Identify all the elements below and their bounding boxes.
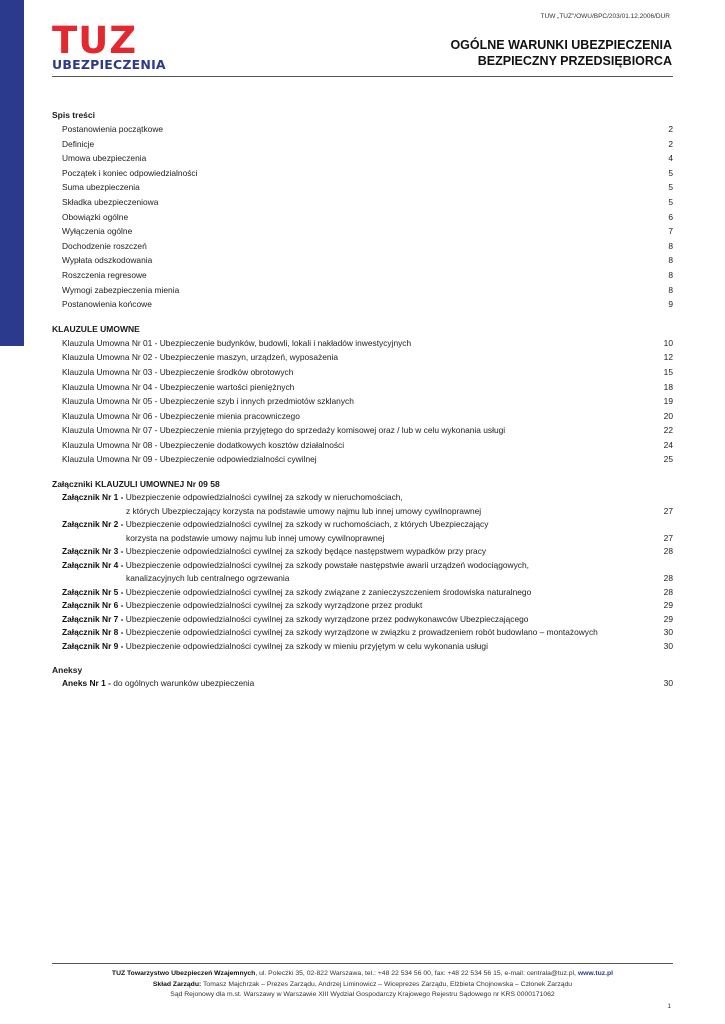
section-gap xyxy=(52,312,673,322)
appendix-entry[interactable] xyxy=(52,518,673,545)
appendix-entry-lead: Załącznik Nr 2 - xyxy=(62,519,124,530)
appendix-entry-text: Ubezpieczenie odpowiedzialności cywilnej za szkody wyrządzone w związku z prowadzeniem robót budowlano – montażowych xyxy=(125,627,598,638)
appendix-entry-continuation: z których Ubezpieczający korzysta na podstawie umowy najmu lub innej umowy cywilnoprawnej xyxy=(126,505,482,516)
side-accent-bar xyxy=(0,0,24,346)
toc-entry-page: 8 xyxy=(668,284,673,295)
clauses-section-title: KLAUZULE UMOWNE xyxy=(52,323,140,334)
appendix-entry-page: 27 xyxy=(663,532,673,543)
toc-entry-page: 18 xyxy=(663,381,673,392)
toc-entry[interactable] xyxy=(52,239,673,254)
toc-entry[interactable] xyxy=(52,137,673,152)
appendix-entry-line xyxy=(62,559,653,573)
document-code: TUW „TUZ"/OWU/BPC/203/01.12.2006/DUR xyxy=(540,13,670,20)
toc-entry-page: 15 xyxy=(663,366,673,377)
appendix-entry-text: Ubezpieczenie odpowiedzialności cywilnej za szkody będące następstwem wypadków przy pracy xyxy=(125,546,487,557)
toc-entry[interactable] xyxy=(52,336,673,351)
appendix-entry-continuation: kanalizacyjnych lub centralnego ogrzewania xyxy=(126,573,290,584)
toc-entry[interactable] xyxy=(52,409,673,424)
header-divider xyxy=(52,76,673,77)
toc-entry-page: 25 xyxy=(663,454,673,465)
toc-entry-page: 6 xyxy=(668,211,673,222)
appendix-entry-continuation: korzysta na podstawie umowy najmu lub innej umowy cywilnoprawnej xyxy=(126,532,385,543)
toc-entry[interactable] xyxy=(52,283,673,298)
appendix-entry-page: 28 xyxy=(663,586,673,597)
toc-entry-page: 5 xyxy=(668,182,673,193)
appendix-entry-page: 30 xyxy=(663,678,673,689)
appendix-entry-text: Ubezpieczenie odpowiedzialności cywilnej za szkody związane z zanieczyszczeniem środowiska naturalnego xyxy=(125,586,532,597)
toc-entry-label: Wymogi zabezpieczenia mienia xyxy=(62,284,180,295)
appendix-entry-lead: Załącznik Nr 8 - xyxy=(62,627,124,638)
page-footer xyxy=(52,969,673,1001)
appendix-entry-lead: Załącznik Nr 4 - xyxy=(62,559,124,570)
appendices-section-title: Załączniki KLAUZULI UMOWNEJ Nr 09 58 xyxy=(52,479,220,490)
appendix-entry[interactable] xyxy=(52,586,673,600)
appendix-entry-line xyxy=(62,586,653,600)
toc-entry[interactable] xyxy=(52,452,673,467)
footer-board-members: Tomasz Majchrzak – Prezes Zarządu, Andrzej Liminowicz – Wiceprezes Zarządu, Elżbieta Chojnowska – Członek Zarządu xyxy=(201,980,573,988)
appendix-entry-lead: Załącznik Nr 1 - xyxy=(62,492,124,503)
footer-website-link[interactable]: www.tuz.pl xyxy=(577,970,614,977)
toc-entry-label: Klauzula Umowna Nr 03 - Ubezpieczenie środków obrotowych xyxy=(62,366,294,377)
toc-entry-page: 4 xyxy=(668,153,673,164)
toc-entry-page: 8 xyxy=(668,269,673,280)
toc-section-title: Spis treści xyxy=(52,110,95,120)
clauses-list xyxy=(52,336,673,467)
logo-main-text: TUZ xyxy=(52,19,138,62)
toc-list xyxy=(52,122,673,312)
toc-entry-label: Klauzula Umowna Nr 04 - Ubezpieczenie wartości pieniężnych xyxy=(62,381,295,392)
toc-entry[interactable] xyxy=(52,380,673,395)
toc-entry-page: 5 xyxy=(668,167,673,178)
footer-line-court: Sąd Rejonowy dla m.st. Warszawy w Warszawie XIII Wydział Gospodarczy Krajowego Rejestru Sądowego nr KRS 0000171062 xyxy=(170,991,555,998)
appendix-entry-page: 30 xyxy=(663,627,673,638)
toc-entry[interactable] xyxy=(52,268,673,283)
toc-entry-page: 8 xyxy=(668,255,673,266)
toc-entry[interactable] xyxy=(52,438,673,453)
toc-entry[interactable] xyxy=(52,166,673,181)
appendix-entry-line xyxy=(62,491,653,505)
toc-entry[interactable] xyxy=(52,423,673,438)
toc-entry-label: Składka ubezpieczeniowa xyxy=(62,196,159,207)
toc-entry-label: Klauzula Umowna Nr 07 - Ubezpieczenie mienia przyjętego do sprzedaży komisowej oraz / lub w celu wykonania usługi xyxy=(62,425,506,436)
toc-entry[interactable] xyxy=(52,224,673,239)
appendix-entry-text: Ubezpieczenie odpowiedzialności cywilnej za szkody wyrządzone przez produkt xyxy=(125,600,423,611)
appendix-entry-page: 28 xyxy=(663,573,673,584)
page-number: 1 xyxy=(667,1003,671,1010)
toc-entry-page: 22 xyxy=(663,425,673,436)
toc-entry-page: 2 xyxy=(668,124,673,134)
toc-entry-page: 20 xyxy=(663,410,673,421)
appendix-entry-text: Ubezpieczenie odpowiedzialności cywilnej za szkody w nieruchomościach, xyxy=(125,492,403,503)
section-gap xyxy=(52,653,673,663)
appendix-entry-lead: Aneks Nr 1 - xyxy=(62,678,111,689)
toc-entry-label: Klauzula Umowna Nr 08 - Ubezpieczenie dodatkowych kosztów działalności xyxy=(62,439,345,450)
toc-entry-page: 2 xyxy=(668,138,673,149)
footer-divider xyxy=(52,963,673,964)
document-title xyxy=(450,37,672,69)
appendix-entry[interactable] xyxy=(52,559,673,586)
appendix-entry-text: Ubezpieczenie odpowiedzialności cywilnej za szkody w mieniu przyjętym w celu wykonania usługi xyxy=(125,640,488,651)
toc-entry[interactable] xyxy=(52,180,673,195)
appendix-entry-lead: Załącznik Nr 9 - xyxy=(62,640,124,651)
appendix-entry-text: Ubezpieczenie odpowiedzialności cywilnej za szkody w ruchomościach, z których Ubezpieczający xyxy=(125,519,489,530)
toc-entry-label: Definicje xyxy=(62,138,95,149)
toc-entry-page: 12 xyxy=(663,352,673,363)
appendix-entry-line xyxy=(62,518,653,532)
appendix-entry[interactable] xyxy=(52,491,673,518)
toc-entry-page: 19 xyxy=(663,396,673,407)
appendix-entry-line xyxy=(62,677,653,691)
logo-sub-text: UBEZPIECZENIA xyxy=(52,57,166,72)
toc-entry-label: Dochodzenie roszczeń xyxy=(62,240,147,251)
toc-entry-label: Wyłączenia ogólne xyxy=(62,226,133,237)
tuz-logo xyxy=(52,19,166,72)
toc-entry[interactable] xyxy=(52,195,673,210)
toc-entry[interactable] xyxy=(52,151,673,166)
appendix-entry[interactable] xyxy=(52,545,673,559)
toc-entry-page: 10 xyxy=(663,337,673,348)
appendix-entry-line xyxy=(62,640,653,654)
appendices-list xyxy=(52,491,673,653)
appendix-entry-page: 30 xyxy=(663,640,673,651)
toc-entry-label: Umowa ubezpieczenia xyxy=(62,153,147,164)
appendix-entry-page: 29 xyxy=(663,613,673,624)
footer-line-board xyxy=(52,980,673,991)
toc-entry[interactable] xyxy=(52,297,673,312)
toc-entry-label: Klauzula Umowna Nr 01 - Ubezpieczenie budynków, budowli, lokali i nakładów inwestycyjnych xyxy=(62,337,412,348)
table-of-contents xyxy=(52,108,673,691)
footer-board-label: Skład Zarządu: xyxy=(152,980,202,988)
appendix-entry-text: do ogólnych warunków ubezpieczenia xyxy=(113,678,255,689)
toc-entry[interactable] xyxy=(52,122,673,137)
appendix-entry[interactable] xyxy=(52,626,673,640)
appendix-entry-page: 27 xyxy=(663,505,673,516)
toc-entry[interactable] xyxy=(52,394,673,409)
footer-address: , ul. Poleczki 35, 02-822 Warszawa, tel.: +48 22 534 56 00, fax: +48 22 534 56 15, e-mail: centrala@tuz.pl, xyxy=(255,970,578,977)
appendix-entry-lead: Załącznik Nr 7 - xyxy=(62,613,124,624)
toc-entry-label: Wypłata odszkodowania xyxy=(62,255,153,266)
toc-entry-label: Klauzula Umowna Nr 05 - Ubezpieczenie szyb i innych przedmiotów szklanych xyxy=(62,396,354,407)
toc-entry-label: Roszczenia regresowe xyxy=(62,269,147,280)
toc-entry-label: Początek i koniec odpowiedzialności xyxy=(62,167,198,178)
title-line-2: BEZPIECZNY PRZEDSIĘBIORCA xyxy=(477,54,672,68)
appendix-entry-line xyxy=(62,613,653,627)
toc-entry-label: Obowiązki ogólne xyxy=(62,211,129,222)
toc-entry[interactable] xyxy=(52,253,673,268)
toc-entry-page: 9 xyxy=(668,299,673,310)
appendix-entry-text: Ubezpieczenie odpowiedzialności cywilnej za szkody powstałe następstwie awarii urządzeń wodociągowych, xyxy=(125,559,529,570)
appendix-entry-line xyxy=(62,599,653,613)
toc-entry-label: Postanowienia początkowe xyxy=(62,124,164,134)
toc-entry-label: Klauzula Umowna Nr 02 - Ubezpieczenie maszyn, urządzeń, wyposażenia xyxy=(62,352,339,363)
toc-entry-page: 7 xyxy=(668,226,673,237)
toc-entry[interactable] xyxy=(52,365,673,380)
toc-entry-label: Klauzula Umowna Nr 09 - Ubezpieczenie odpowiedzialności cywilnej xyxy=(62,454,317,465)
appendix-entry-lead: Załącznik Nr 3 - xyxy=(62,546,124,557)
appendix-entry-lead: Załącznik Nr 6 - xyxy=(62,600,124,611)
toc-entry[interactable] xyxy=(52,210,673,225)
title-line-1: OGÓLNE WARUNKI UBEZPIECZENIA xyxy=(450,38,672,52)
annex-section-title: Aneksy xyxy=(52,665,83,676)
appendix-entry[interactable] xyxy=(52,613,673,627)
section-gap xyxy=(52,467,673,477)
toc-entry-label: Suma ubezpieczenia xyxy=(62,182,140,193)
footer-line-company xyxy=(52,969,673,980)
toc-entry-page: 8 xyxy=(668,240,673,251)
appendix-entry-line xyxy=(62,545,653,559)
appendix-entry-page: 28 xyxy=(663,546,673,557)
toc-entry-label: Postanowienia końcowe xyxy=(62,299,152,310)
toc-entry-label: Klauzula Umowna Nr 06 - Ubezpieczenie mienia pracowniczego xyxy=(62,410,300,421)
appendix-entry[interactable] xyxy=(52,599,673,613)
appendix-entry-page: 29 xyxy=(663,600,673,611)
footer-company-name: TUZ Towarzystwo Ubezpieczeń Wzajemnych xyxy=(111,970,256,977)
toc-entry-page: 24 xyxy=(663,439,673,450)
appendix-entry-lead: Załącznik Nr 5 - xyxy=(62,586,124,597)
annex-list xyxy=(52,677,673,691)
appendix-entry[interactable] xyxy=(52,640,673,654)
appendix-entry[interactable] xyxy=(52,677,673,691)
appendix-entry-text: Ubezpieczenie odpowiedzialności cywilnej za szkody wyrządzone przez podwykonawców Ubezpieczającego xyxy=(125,613,529,624)
toc-entry-page: 5 xyxy=(668,196,673,207)
appendix-entry-line xyxy=(62,626,653,640)
toc-entry[interactable] xyxy=(52,350,673,365)
